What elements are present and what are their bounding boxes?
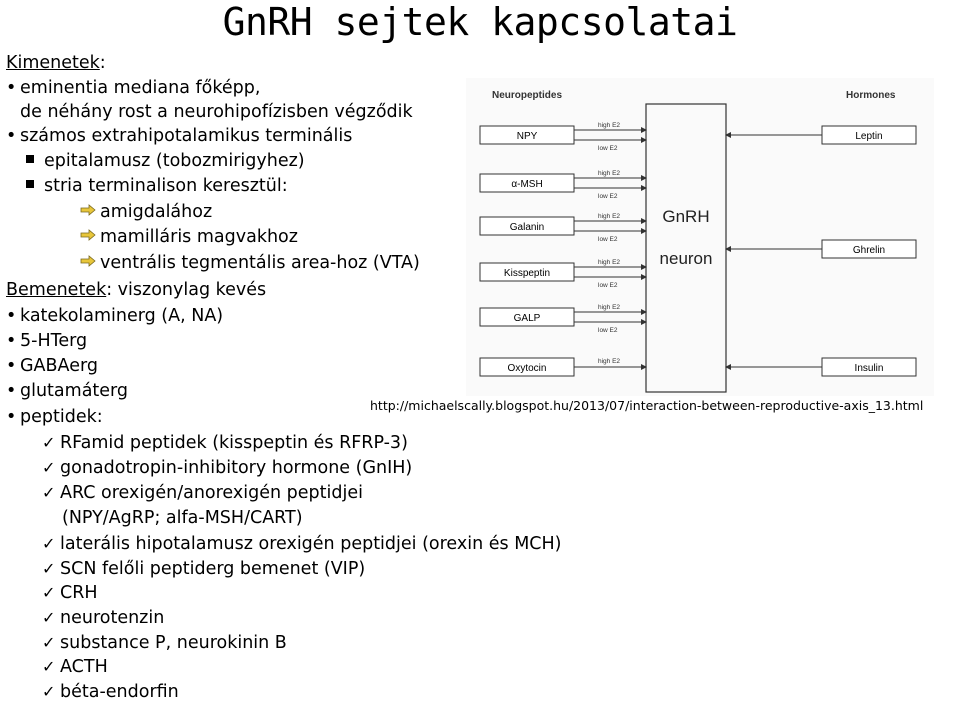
input-item: GABAerg bbox=[20, 356, 98, 376]
square-bullet-icon bbox=[26, 155, 34, 163]
peptide-item bbox=[42, 432, 408, 454]
neuron-label-2: neuron bbox=[659, 249, 713, 268]
check-icon: ✓ bbox=[42, 583, 56, 602]
input-item: peptidek: bbox=[20, 407, 103, 427]
peptide-item-cont bbox=[62, 507, 303, 529]
high-e2-label: high E2 bbox=[598, 358, 621, 365]
peptide-item bbox=[42, 632, 287, 654]
arrow-item bbox=[80, 201, 212, 223]
arrow-icon bbox=[80, 204, 96, 216]
check-icon: ✓ bbox=[42, 682, 56, 701]
sub-item-text: epitalamusz (tobozmirigyhez) bbox=[44, 151, 305, 171]
low-e2-label: low E2 bbox=[598, 193, 618, 200]
source-url: http://michaelscally.blogspot.hu/2013/07/interaction-between-reproductive-axis_13.html bbox=[370, 398, 924, 413]
outputs-colon: : bbox=[99, 53, 106, 73]
check-icon: ✓ bbox=[42, 559, 56, 578]
arrow-item-text: amigdalához bbox=[100, 202, 213, 222]
hormone-box bbox=[822, 358, 916, 376]
arrow-item bbox=[80, 252, 420, 274]
peptide-text: gonadotropin-inhibitory hormone (GnIH) bbox=[60, 458, 413, 478]
output-item: eminentia mediana főképp, bbox=[20, 78, 261, 98]
gnrh-diagram bbox=[466, 78, 934, 396]
neuropeptide-label: Galanin bbox=[509, 222, 545, 233]
peptide-item bbox=[42, 582, 98, 604]
high-e2-label: high E2 bbox=[598, 213, 621, 220]
arrow-icon bbox=[80, 255, 96, 267]
neuropeptide-label: Kisspeptin bbox=[503, 268, 551, 279]
arrow-icon bbox=[80, 229, 96, 241]
peptide-item bbox=[42, 681, 179, 703]
neuropeptide-label: α-MSH bbox=[511, 179, 543, 190]
page-title: GnRH sejtek kapcsolatai bbox=[222, 0, 738, 44]
inputs-heading bbox=[6, 279, 266, 301]
diagram-svg bbox=[466, 78, 934, 396]
gnrh-neuron-box bbox=[646, 104, 726, 392]
peptide-item bbox=[42, 457, 412, 479]
list-item: • eminentia mediana főképp, bbox=[6, 78, 261, 98]
e2-labels bbox=[598, 122, 620, 365]
low-e2-label: low E2 bbox=[598, 145, 618, 152]
arrow-item-text: ventrális tegmentális area-hoz (VTA) bbox=[100, 253, 420, 273]
neuropeptide-box bbox=[480, 174, 574, 192]
list-item bbox=[20, 101, 413, 123]
peptide-text: (NPY/AgRP; alfa-MSH/CART) bbox=[62, 508, 303, 528]
check-icon: ✓ bbox=[42, 633, 56, 652]
neuropeptide-box bbox=[480, 217, 574, 235]
neuropeptide-box bbox=[480, 126, 574, 144]
neuropeptide-box bbox=[480, 308, 574, 326]
peptide-text: ARC orexigén/anorexigén peptidjei bbox=[60, 483, 363, 503]
sub-item-text: stria terminalison keresztül: bbox=[44, 176, 288, 196]
hormone-box bbox=[822, 126, 916, 144]
peptide-text: ACTH bbox=[60, 657, 108, 677]
neuropeptide-label: NPY bbox=[516, 131, 538, 142]
neuropeptides-header: Neuropeptides bbox=[492, 90, 563, 101]
check-icon: ✓ bbox=[42, 608, 56, 627]
arrow-item bbox=[80, 226, 298, 248]
neuropeptide-box bbox=[480, 358, 574, 376]
outputs-heading bbox=[6, 52, 106, 74]
peptide-text: substance P, neurokinin B bbox=[60, 633, 287, 653]
peptide-item bbox=[42, 533, 562, 555]
sub-item bbox=[26, 175, 288, 197]
low-e2-label: low E2 bbox=[598, 327, 618, 334]
peptide-text: CRH bbox=[60, 583, 98, 603]
inputs-suffix: : viszonylag kevés bbox=[106, 280, 267, 300]
peptide-text: RFamid peptidek (kisspeptin és RFRP-3) bbox=[60, 433, 408, 453]
input-item: glutamáterg bbox=[20, 381, 129, 401]
check-icon: ✓ bbox=[42, 657, 56, 676]
list-item: • peptidek: bbox=[6, 407, 103, 427]
inputs-label: Bemenetek bbox=[6, 280, 107, 300]
outputs-label: Kimenetek bbox=[6, 53, 100, 73]
high-e2-label: high E2 bbox=[598, 170, 621, 177]
sub-item bbox=[26, 150, 305, 172]
high-e2-label: high E2 bbox=[598, 304, 621, 311]
peptide-text: neurotenzin bbox=[60, 608, 165, 628]
neuron-label-1: GnRH bbox=[662, 207, 710, 226]
check-icon: ✓ bbox=[42, 433, 56, 452]
hormone-label: Insulin bbox=[854, 363, 884, 374]
check-icon: ✓ bbox=[42, 534, 56, 553]
peptide-item bbox=[42, 482, 363, 504]
hormone-label: Leptin bbox=[855, 131, 883, 142]
hormones-header: Hormones bbox=[846, 90, 896, 101]
hormone-box bbox=[822, 240, 916, 258]
check-icon: ✓ bbox=[42, 458, 56, 477]
high-e2-label: high E2 bbox=[598, 122, 621, 129]
output-item: számos extrahipotalamikus terminális bbox=[20, 126, 353, 146]
list-item: • GABAerg bbox=[6, 356, 98, 376]
check-icon: ✓ bbox=[42, 483, 56, 502]
peptide-item bbox=[42, 558, 365, 580]
arrow-item-text: mamilláris magvakhoz bbox=[100, 227, 298, 247]
neuropeptide-label: GALP bbox=[513, 313, 541, 324]
high-e2-label: high E2 bbox=[598, 259, 621, 266]
peptide-text: béta-endorfin bbox=[60, 682, 179, 702]
peptide-text: laterális hipotalamusz orexigén peptidjei (orexin és MCH) bbox=[60, 534, 562, 554]
peptide-item bbox=[42, 656, 108, 678]
input-item: 5-HTerg bbox=[20, 331, 88, 351]
square-bullet-icon bbox=[26, 180, 34, 188]
low-e2-label: low E2 bbox=[598, 282, 618, 289]
output-item-cont: de néhány rost a neurohipofízisben végződik bbox=[20, 102, 413, 122]
neuropeptide-box bbox=[480, 263, 574, 281]
list-item: • katekolaminerg (A, NA) bbox=[6, 306, 224, 326]
neuropeptide-label: Oxytocin bbox=[507, 363, 547, 374]
low-e2-label: low E2 bbox=[598, 236, 618, 243]
peptide-item bbox=[42, 607, 164, 629]
list-item: • glutamáterg bbox=[6, 381, 129, 401]
list-item: • 5-HTerg bbox=[6, 331, 88, 351]
hormone-label: Ghrelin bbox=[852, 245, 886, 256]
peptide-text: SCN felőli peptiderg bemenet (VIP) bbox=[60, 559, 366, 579]
input-item: katekolaminerg (A, NA) bbox=[20, 306, 224, 326]
list-item: • számos extrahipotalamikus terminális bbox=[6, 126, 353, 146]
